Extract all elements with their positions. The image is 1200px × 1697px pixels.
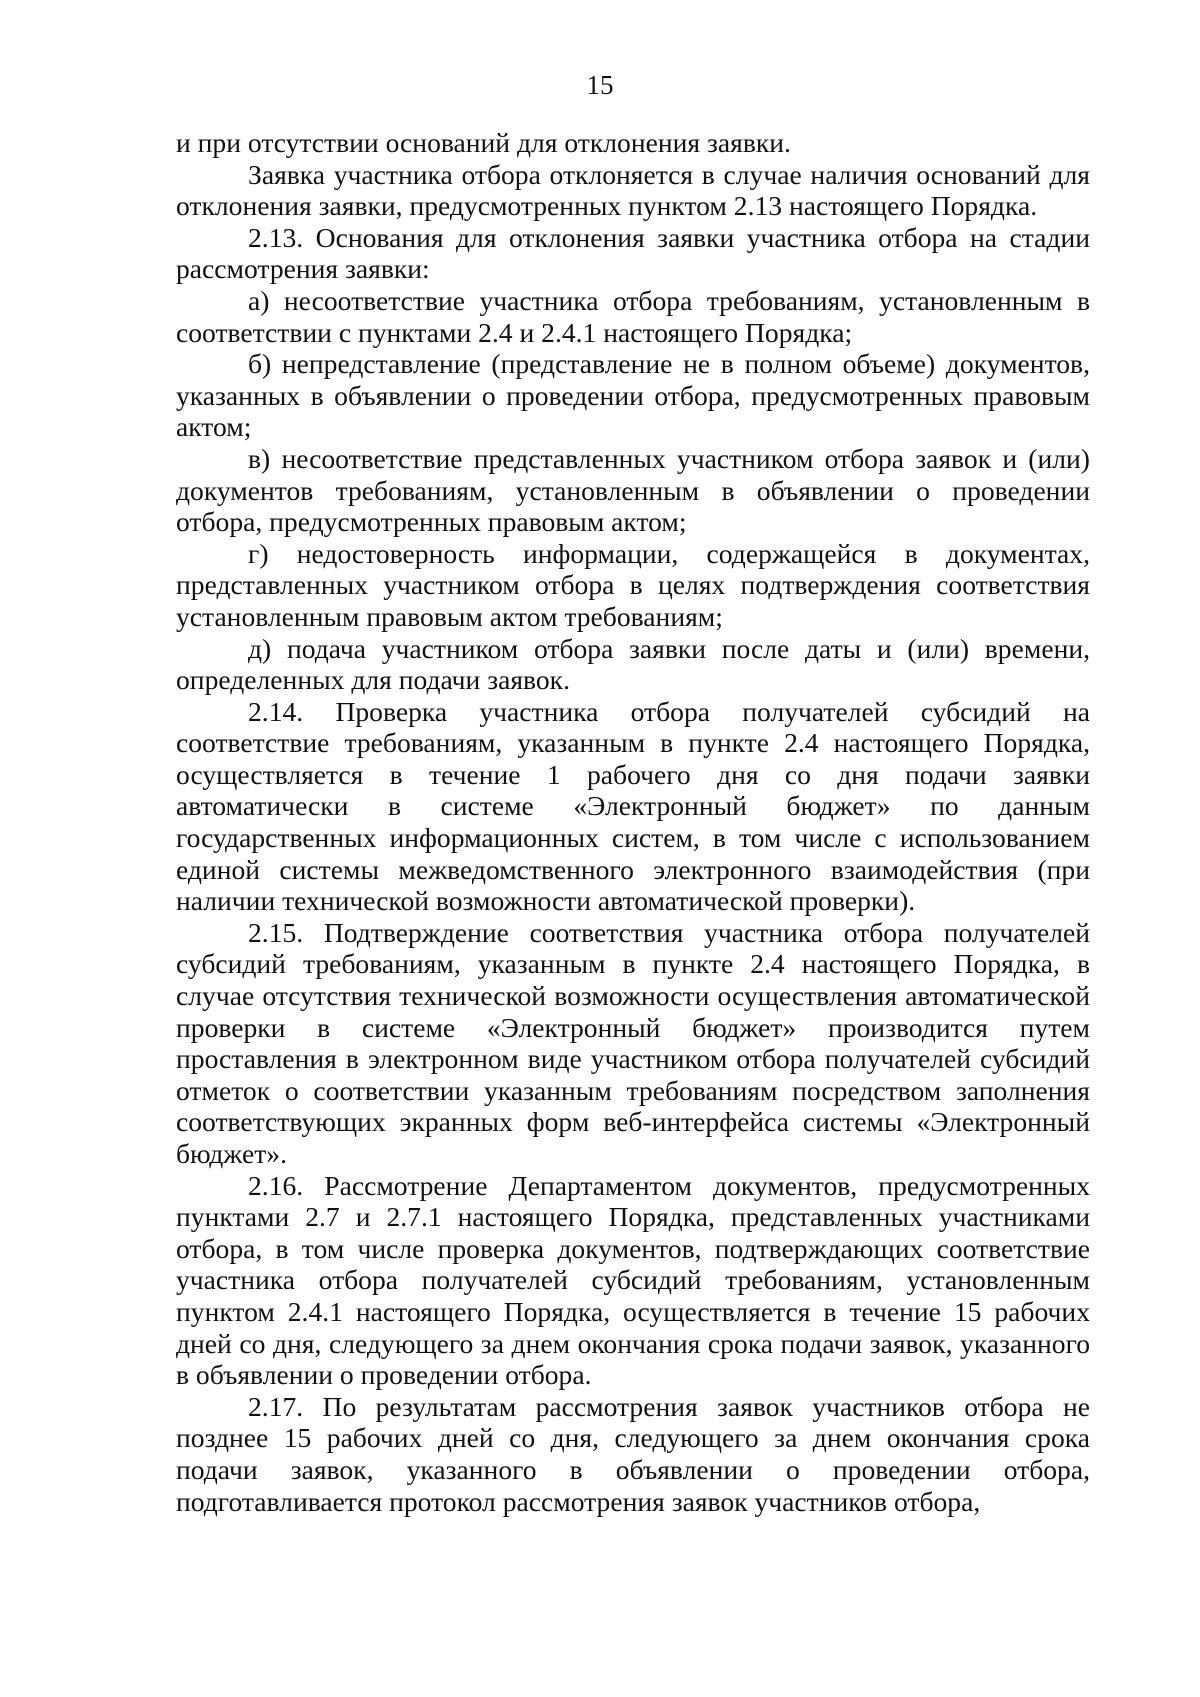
paragraph-application-rejection: Заявка участника отбора отклоняется в случае наличия оснований для отклонения заявки, предусмотренных пунктом 2.13 настоящего Порядка.	[176, 158, 1090, 222]
paragraph-2-13: 2.13. Основания для отклонения заявки участника отбора на стадии рассмотрения заявки:	[176, 221, 1090, 285]
paragraph-2-13-b: б) непредставление (представление не в полном объеме) документов, указанных в объявлении о проведении отбора, предусмотренных правовым актом;	[176, 348, 1090, 443]
paragraph-2-13-d: д) подача участником отбора заявки после даты и (или) времени, определенных для подачи заявок.	[176, 632, 1090, 696]
paragraph-2-13-a: а) несоответствие участника отбора требованиям, установленным в соответствии с пунктами 2.4 и 2.4.1 настоящего Порядка;	[176, 284, 1090, 348]
document-body	[176, 127, 1090, 1517]
paragraph-2-13-v: в) несоответствие представленных участником отбора заявок и (или) документов требованиям, установленным в объявлении о проведении отбора, предусмотренных правовым актом;	[176, 442, 1090, 538]
paragraph-continuation: и при отсутствии оснований для отклонения заявки.	[176, 127, 791, 158]
page-number: 15	[586, 70, 614, 100]
paragraph-2-13-g: г) недостоверность информации, содержащейся в документах, представленных участником отбора в целях подтверждения соответствия установленным правовым актом требованиям;	[176, 537, 1090, 632]
paragraph-2-17: 2.17. По результатам рассмотрения заявок участников отбора не позднее 15 рабочих дней со дня, следующего за днем окончания срока подачи заявок, указанного в объявлении о проведении отбора, подготавливается протокол рассмотрения заявок участников отбора,	[176, 1390, 1090, 1517]
paragraph-2-14: 2.14. Проверка участника отбора получателей субсидий на соответствие требованиям, указанным в пункте 2.4 настоящего Порядка, осуществляется в течение 1 рабочего дня со дня подачи заявки автоматически в системе «Электронный бюджет» по данным государственных информационных систем, в том числе с использованием единой системы межведомственного электронного взаимодействия (при наличии технической возможности автоматической проверки).	[176, 695, 1090, 917]
paragraph-2-16: 2.16. Рассмотрение Департаментом документов, предусмотренных пунктами 2.7 и 2.7.1 настоящего Порядка, представленных участниками отбора, в том числе проверка документов, подтверждающих соответствие участника отбора получателей субсидий требованиям, установленным пунктом 2.4.1 настоящего Порядка, осуществляется в течение 15 рабочих дней со дня, следующего за днем окончания срока подачи заявок, указанного в объявлении о проведении отбора.	[176, 1169, 1090, 1391]
paragraph-2-15: 2.15. Подтверждение соответствия участника отбора получателей субсидий требованиям, указанным в пункте 2.4 настоящего Порядка, в случае отсутствия технической возможности осуществления автоматической проверки в системе «Электронный бюджет» производится путем проставления в электронном виде участником отбора получателей субсидий отметок о соответствии указанным требованиям посредством заполнения соответствующих экранных форм веб-интерфейса системы «Электронный бюджет».	[176, 916, 1090, 1169]
